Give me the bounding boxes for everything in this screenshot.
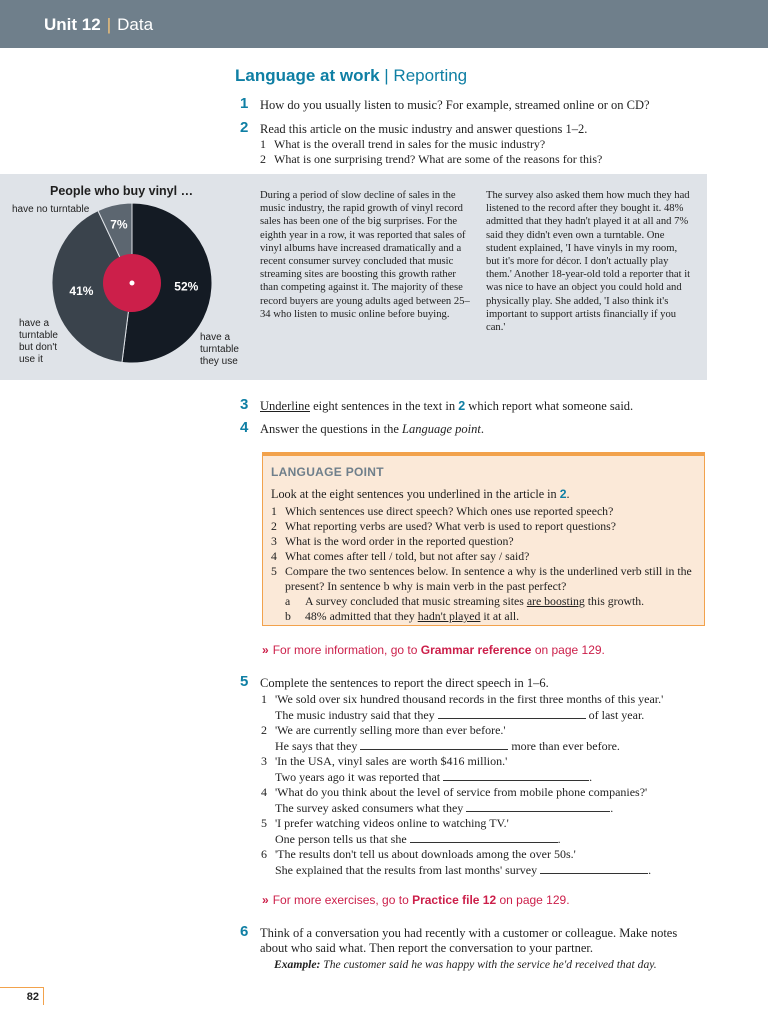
question-number-3: 3	[240, 396, 249, 413]
legend-label-dont-use: have a turntable but don't use it	[19, 318, 58, 365]
item-prompt-end: .	[648, 862, 652, 877]
example-text: The customer said he was happy with the service he'd received that day.	[323, 958, 657, 971]
language-point-title: LANGUAGE POINT	[271, 465, 384, 479]
list-item	[260, 152, 602, 167]
lp-intro-text: Look at the eight sentences you underlined in the article in	[271, 487, 560, 501]
list-item	[271, 549, 701, 564]
question-number-5: 5	[240, 673, 249, 690]
list-item	[261, 816, 711, 832]
example-label: Example:	[274, 958, 321, 971]
ref1-post: on page 129.	[531, 643, 605, 657]
item-number: 5	[261, 816, 267, 830]
answer-blank[interactable]	[443, 770, 589, 781]
question-5-items	[261, 692, 711, 878]
item-quote: 'The results don't tell us about downloads among the over 50s.'	[275, 847, 576, 861]
article-column-2: The survey also asked them how much they had listened to the record after they bought it. 48% admitted that they hadn't played it at all and 7% said they didn't even own a turntable. One student explained, 'I have vinyls in my room, but it's more for décor. I don't actually play them.' Another 18-year-old told a reporter that it was nice to have an object you could hold and physically play. She added, 'I also think it's important to support artists financially if you can.'	[486, 190, 691, 334]
item-prompt: He says that they	[275, 738, 358, 753]
q4-italic: Language point	[402, 422, 481, 436]
list-item	[261, 832, 711, 848]
list-item	[261, 847, 711, 863]
list-item	[271, 504, 701, 519]
item-prompt: The music industry said that they	[275, 707, 435, 722]
question-5-text: Complete the sentences to report the direct speech in 1–6.	[260, 676, 549, 690]
unit-header	[0, 0, 768, 48]
item-prompt-end: .	[589, 769, 593, 784]
legend-label-use: have a turntable they use	[200, 332, 239, 367]
arrows-icon: »	[262, 893, 269, 907]
sentence-a-underlined: are boosting	[526, 594, 585, 608]
list-item	[271, 564, 701, 594]
item-number: 6	[261, 847, 267, 861]
list-item	[261, 785, 711, 801]
item-text: What reporting verbs are used? What verb is used to report questions?	[285, 519, 616, 533]
item-number: 2	[260, 152, 266, 166]
item-quote: 'I prefer watching videos online to watching TV.'	[275, 816, 509, 830]
item-prompt: She explained that the results from last months' survey	[275, 862, 538, 877]
grammar-reference-link[interactable]	[262, 643, 605, 657]
question-1-text: How do you usually listen to music? For example, streamed online or on CD?	[260, 98, 650, 112]
item-text: Which sentences use direct speech? Which ones use reported speech?	[285, 504, 614, 518]
list-item	[261, 692, 711, 708]
question-number-6: 6	[240, 923, 249, 940]
practice-file-link[interactable]	[262, 893, 570, 907]
q4-text-pre: Answer the questions in the	[260, 422, 402, 436]
item-number: 3	[261, 754, 267, 768]
question-6-example	[274, 957, 714, 972]
example-sentence-a	[271, 594, 701, 609]
answer-blank[interactable]	[540, 863, 648, 874]
item-number: 4	[261, 785, 267, 799]
item-quote: 'What do you think about the level of service from mobile phone companies?'	[275, 785, 648, 799]
unit-separator: |	[106, 15, 112, 34]
slice-value-label: 52%	[174, 279, 199, 294]
list-item	[260, 137, 602, 152]
chart-title: People who buy vinyl …	[50, 184, 194, 198]
item-text: What is one surprising trend? What are some of the reasons for this?	[274, 152, 603, 166]
item-number: 1	[271, 504, 277, 518]
list-item	[261, 739, 711, 755]
item-number: 2	[271, 519, 277, 533]
unit-number: Unit 12	[44, 15, 101, 34]
question-number-2: 2	[240, 119, 249, 136]
list-item	[261, 801, 711, 817]
question-6-text: Think of a conversation you had recently with a customer or colleague. Make notes about who said what. Then report the conversation to your partner.	[260, 926, 678, 955]
example-sentence-b	[271, 609, 701, 624]
page-number: 82	[0, 987, 44, 1005]
sentence-b-pre: 48% admitted that they	[305, 609, 418, 623]
ref2-post: on page 129.	[496, 893, 570, 907]
item-prompt: The survey asked consumers what they	[275, 800, 464, 815]
item-prompt-end: of last year.	[588, 707, 645, 722]
item-prompt-end: .	[557, 831, 561, 846]
question-number-4: 4	[240, 419, 249, 436]
item-number: 1	[261, 692, 267, 706]
ref1-pre: For more information, go to	[272, 643, 421, 657]
list-item	[261, 723, 711, 739]
arrows-icon: »	[262, 643, 269, 657]
slice-value-label: 7%	[110, 217, 128, 232]
list-item	[271, 534, 701, 549]
question-number-1: 1	[240, 95, 249, 112]
vinyl-pie-chart	[49, 200, 215, 366]
item-quote: 'We sold over six hundred thousand records in the first three months of this year.'	[275, 692, 664, 706]
lp-intro-ref: 2	[559, 487, 567, 501]
unit-topic: Data	[117, 15, 154, 34]
ref1-bold: Grammar reference	[420, 643, 532, 657]
sentence-a-post: this growth.	[584, 594, 645, 608]
language-point-questions	[271, 504, 701, 624]
item-prompt-end: more than ever before.	[511, 738, 620, 753]
ref2-pre: For more exercises, go to	[272, 893, 413, 907]
section-title	[235, 66, 467, 86]
item-prompt-end: .	[610, 800, 614, 815]
language-point-box	[262, 452, 705, 626]
item-number: 3	[271, 534, 277, 548]
question-2-items	[260, 137, 602, 167]
item-prompt: One person tells us that she	[275, 831, 407, 846]
item-text: What is the word order in the reported question?	[285, 534, 514, 548]
lp-intro-end: .	[566, 487, 570, 501]
ref2-bold: Practice file 12	[412, 893, 497, 907]
question-3-text	[260, 399, 633, 414]
record-spindle-hole	[130, 281, 135, 286]
section-subtitle: Reporting	[393, 66, 468, 85]
item-number: 5	[271, 564, 277, 578]
list-item	[261, 770, 711, 786]
underline-word: Underline	[260, 399, 310, 413]
item-number: 4	[271, 549, 277, 563]
answer-blank[interactable]	[360, 739, 508, 750]
question-2-text: Read this article on the music industry and answer questions 1–2.	[260, 122, 588, 136]
language-point-intro	[271, 487, 570, 502]
section-title-main: Language at work	[235, 66, 380, 85]
item-quote: 'We are currently selling more than ever before.'	[275, 723, 506, 737]
item-text: What comes after tell / told, but not after say / said?	[285, 549, 530, 563]
sentence-a-pre: A survey concluded that music streaming sites	[305, 594, 527, 608]
item-number: 1	[260, 137, 266, 151]
item-letter: a	[285, 594, 291, 608]
item-quote: 'In the USA, vinyl sales are worth $416 million.'	[275, 754, 508, 768]
q3-ref: 2	[458, 399, 466, 413]
list-item	[261, 754, 711, 770]
section-separator: |	[384, 66, 389, 85]
list-item	[271, 519, 701, 534]
article-column-1: During a period of slow decline of sales in the music industry, the rapid growth of vinyl record sales has been one of the big surprises. For the eighth year in a row, it was reported that sales of vinyl albums have increased dramatically and a recent consumer survey concluded that music streaming sites are boosting this growth rather than competing against it. The majority of these record buyers are young adults aged between 25–34 who listen to music online before buying.	[260, 190, 470, 320]
answer-blank[interactable]	[410, 832, 558, 843]
q3-text-end: which report what someone said.	[465, 399, 634, 413]
unit-title	[44, 15, 153, 35]
answer-blank[interactable]	[438, 708, 586, 719]
item-letter: b	[285, 609, 291, 623]
slice-value-label: 41%	[69, 284, 94, 299]
sentence-b-post: it at all.	[480, 609, 520, 623]
legend-label-no-turntable: have no turntable	[12, 204, 90, 215]
list-item	[261, 863, 711, 879]
item-number: 2	[261, 723, 267, 737]
list-item	[261, 708, 711, 724]
item-prompt: Two years ago it was reported that	[275, 769, 441, 784]
q3-text-mid: eight sentences in the text in	[309, 399, 459, 413]
item-text: Compare the two sentences below. In sentence a why is the underlined verb still in the present? In sentence b why is main verb in the past perfect?	[285, 564, 692, 593]
answer-blank[interactable]	[466, 801, 610, 812]
sentence-b-underlined: hadn't played	[417, 609, 481, 623]
q4-text-end: .	[480, 422, 484, 436]
question-4-text	[260, 422, 484, 437]
item-text: What is the overall trend in sales for the music industry?	[274, 137, 546, 151]
